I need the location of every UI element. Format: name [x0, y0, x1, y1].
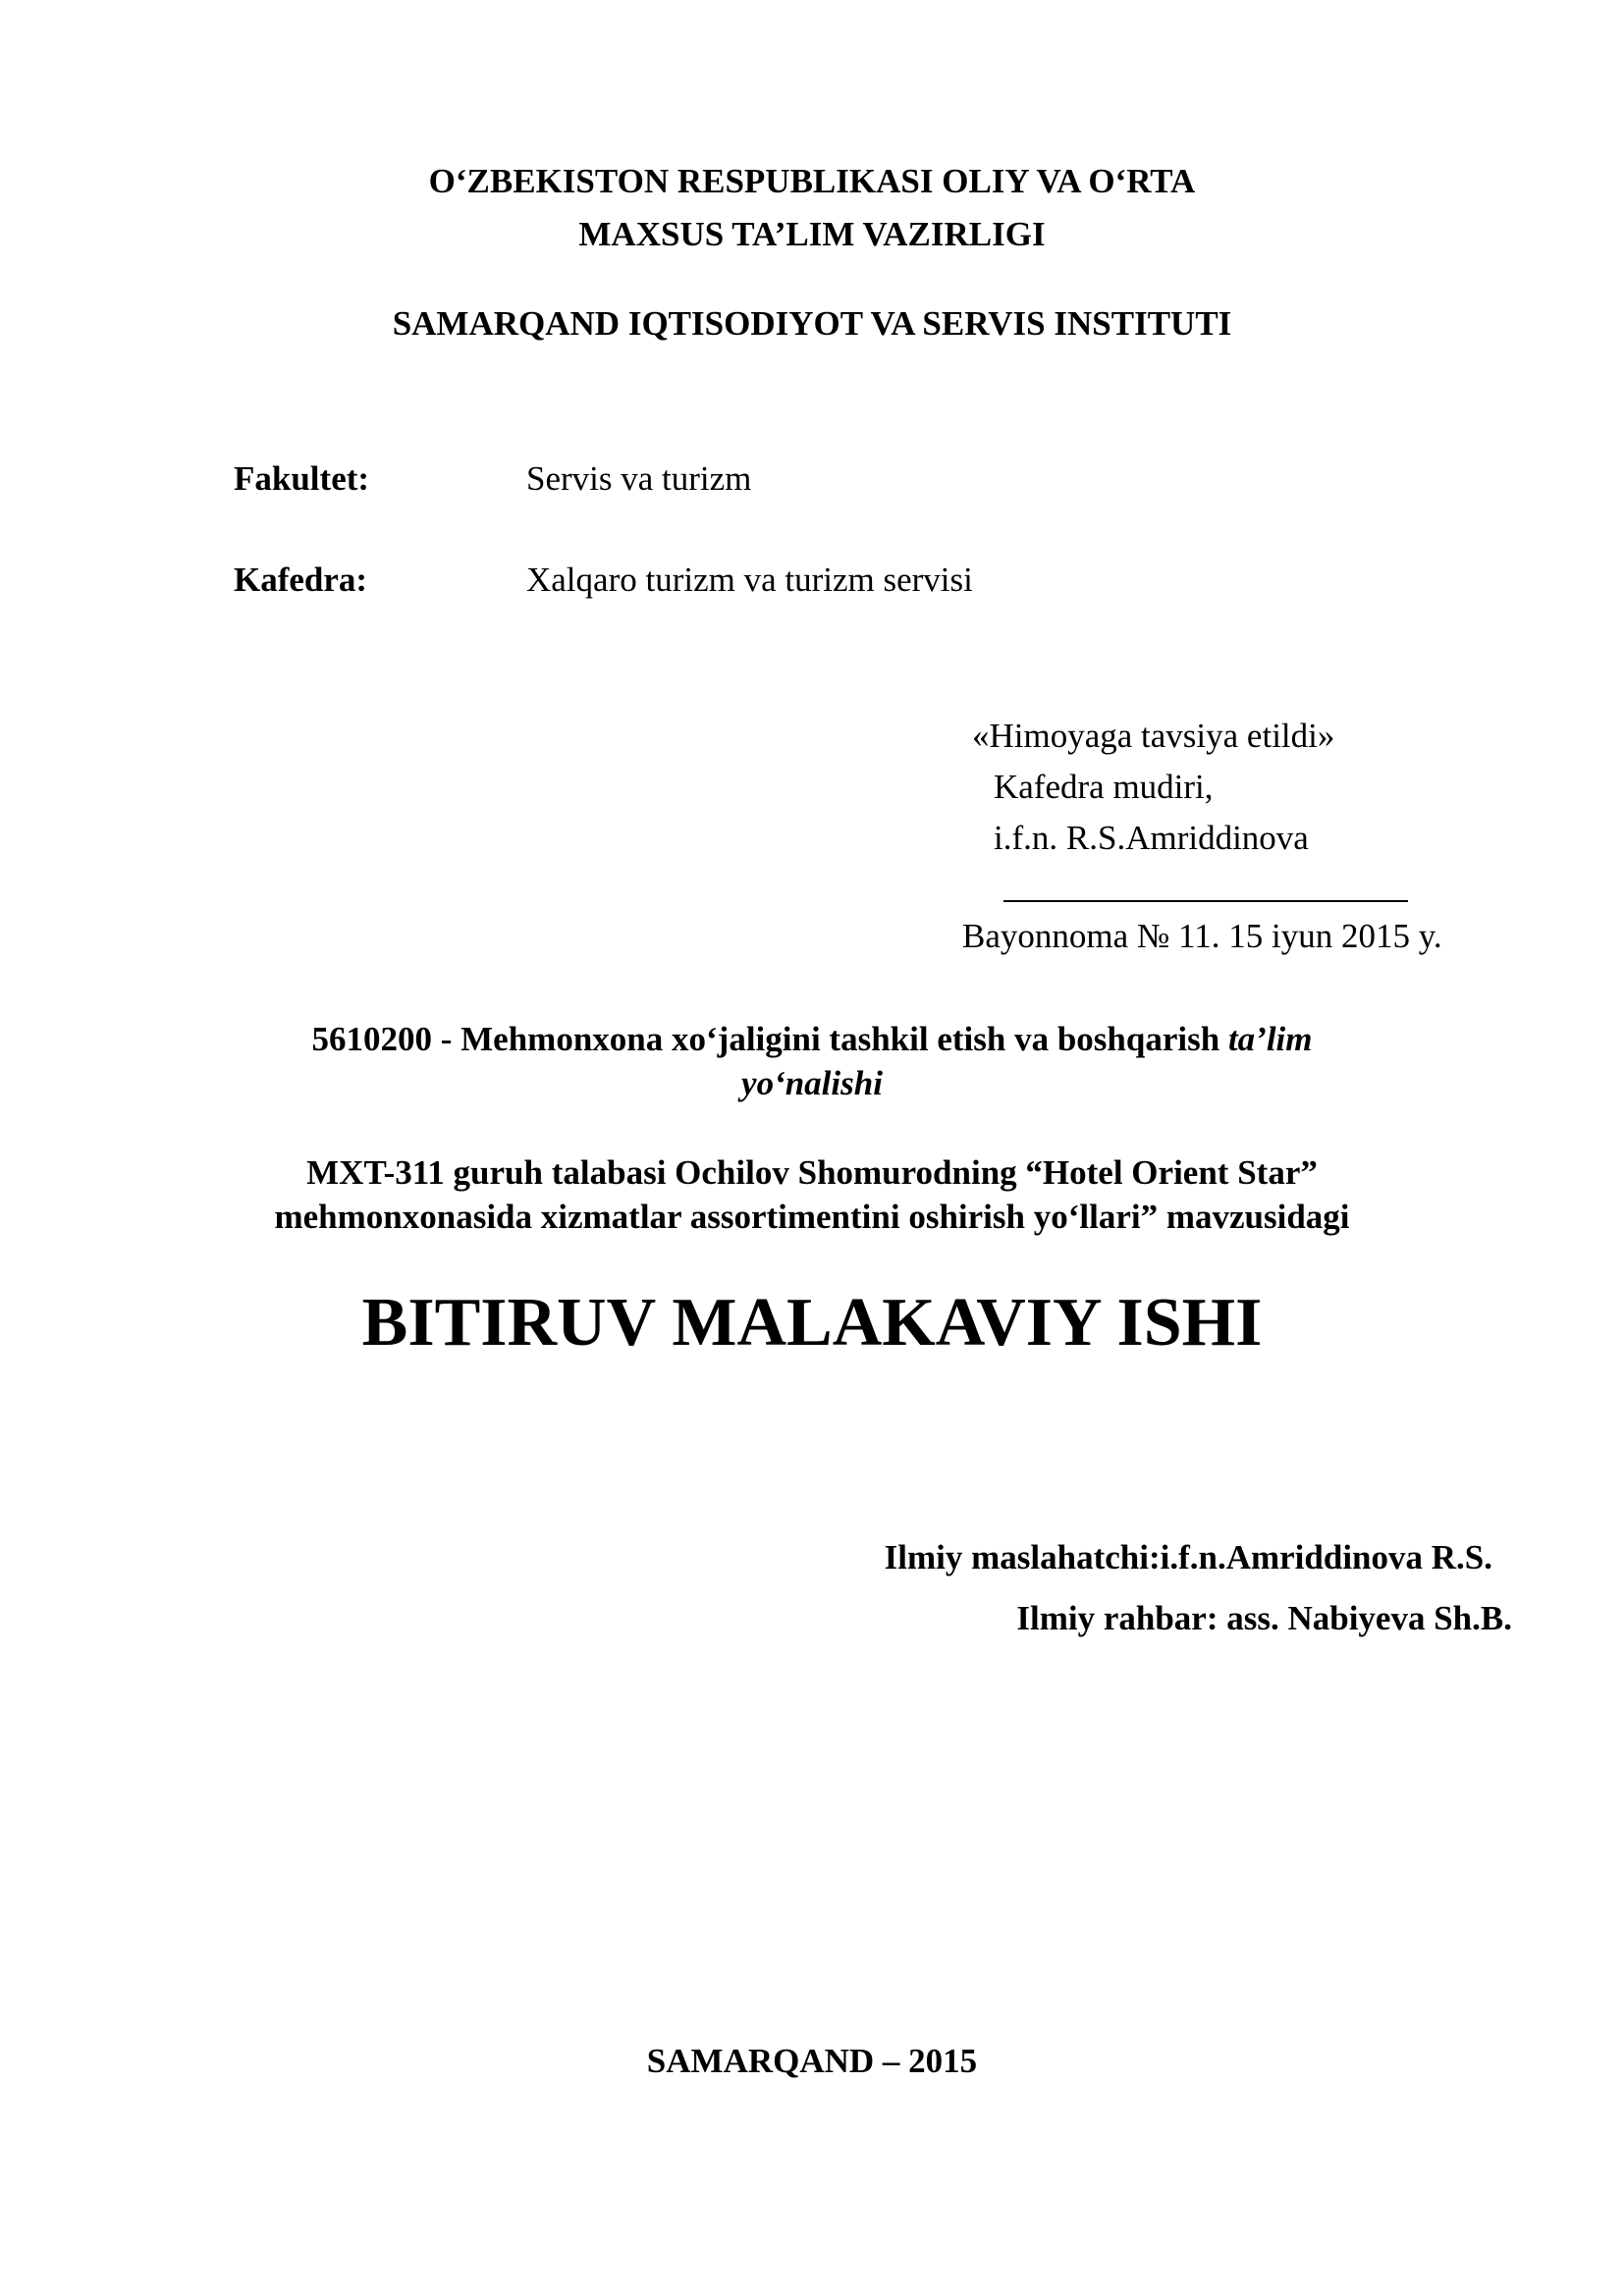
supervisors-block: [885, 1527, 1512, 1649]
footer-city-year: SAMARQAND – 2015: [646, 2042, 978, 2080]
department-row: [234, 561, 973, 600]
approval-block: [972, 711, 1334, 864]
specialty-suffix-2: yo‘nalishi: [741, 1064, 883, 1102]
scientific-advisor: Ilmiy maslahatchi:i.f.n.Amriddinova R.S.: [884, 1538, 1492, 1576]
institute-name: SAMARQAND IQTISODIYOT VA SERVIS INSTITUTI: [392, 304, 1232, 343]
ministry-header: [0, 155, 1624, 261]
thesis-topic: [0, 1150, 1624, 1239]
ministry-line-2: MAXSUS TA’LIM VAZIRLIGI: [578, 215, 1046, 253]
department-value: Xalqaro turizm va turizm servisi: [526, 561, 973, 599]
department-label: Kafedra:: [234, 561, 368, 599]
specialty-suffix-1: ta’lim: [1227, 1020, 1313, 1058]
approval-name: i.f.n. R.S.Amriddinova: [994, 819, 1309, 857]
faculty-row: [234, 459, 751, 499]
signature-line: [1003, 900, 1408, 902]
scientific-supervisor: Ilmiy rahbar: ass. Nabiyeva Sh.B.: [1016, 1599, 1512, 1637]
document-title: BITIRUV MALAKAVIY ISHI: [361, 1285, 1263, 1361]
specialty-block: [0, 1017, 1624, 1105]
topic-line-2: mehmonxonasida xizmatlar assortimentini oshirish yo‘llari” mavzusidagi: [274, 1198, 1350, 1236]
specialty-code-name: 5610200 - Mehmonxona xo‘jaligini tashkil etish va boshqarish: [311, 1020, 1220, 1058]
approval-recommendation: «Himoyaga tavsiya etildi»: [972, 717, 1335, 755]
ministry-line-1: O‘ZBEKISTON RESPUBLIKASI OLIY VA O‘RTA: [428, 162, 1196, 200]
faculty-label: Fakultet:: [234, 459, 370, 498]
topic-line-1: MXT-311 guruh talabasi Ochilov Shomurodning “Hotel Orient Star”: [306, 1153, 1318, 1192]
approval-protocol: Bayonnoma № 11. 15 iyun 2015 y.: [962, 917, 1442, 955]
faculty-value: Servis va turizm: [526, 459, 752, 498]
approval-position: Kafedra mudiri,: [994, 768, 1214, 806]
